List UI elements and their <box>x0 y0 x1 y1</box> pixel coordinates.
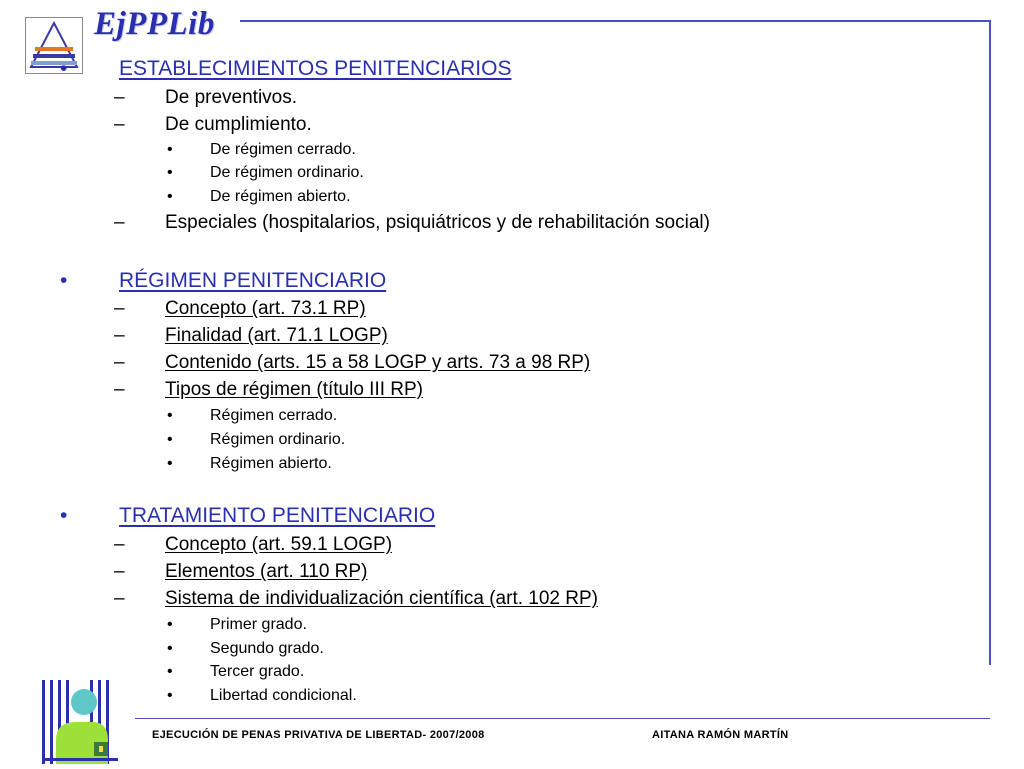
list-item-text: Concepto (art. 59.1 LOGP) <box>165 534 393 555</box>
dash-mark: – <box>114 325 125 346</box>
dash-mark: – <box>114 379 125 400</box>
sub-list-item-text: Segundo grado. <box>210 640 324 657</box>
list-item-text: De preventivos. <box>165 87 298 108</box>
right-divider <box>989 20 991 665</box>
list-item-text: Concepto (art. 73.1 RP) <box>165 298 366 319</box>
section-heading-text: RÉGIMEN PENITENCIARIO <box>119 269 387 292</box>
bullet-mark: • <box>167 407 173 424</box>
bullet-mark: • <box>60 57 68 80</box>
sub-list-item-text: Régimen ordinario. <box>210 431 346 448</box>
dash-mark: – <box>114 114 125 135</box>
footer-divider <box>135 718 990 719</box>
section-heading-text: TRATAMIENTO PENITENCIARIO <box>119 504 436 527</box>
prison-bars-figure-icon <box>42 680 118 764</box>
list-item-text: Especiales (hospitalarios, psiquiátricos y de rehabilitación social) <box>165 212 710 233</box>
bullet-mark: • <box>167 687 173 704</box>
bullet-mark: • <box>167 188 173 205</box>
section-heading-text: ESTABLECIMIENTOS PENITENCIARIOS <box>119 57 512 80</box>
sub-list-item-text: Primer grado. <box>210 616 307 633</box>
bullet-mark: • <box>167 663 173 680</box>
list-item-text: Elementos (art. 110 RP) <box>165 561 368 582</box>
footer-author: AITANA RAMÓN MARTÍN <box>652 729 789 741</box>
dash-mark: – <box>114 588 125 609</box>
dash-mark: – <box>114 87 125 108</box>
bullet-mark: • <box>167 455 173 472</box>
footer-course-title: EJECUCIÓN DE PENAS PRIVATIVA DE LIBERTAD- 2007/2008 <box>152 729 485 741</box>
dash-mark: – <box>114 298 125 319</box>
bullet-mark: • <box>167 431 173 448</box>
sub-list-item-text: De régimen abierto. <box>210 188 351 205</box>
bullet-mark: • <box>60 504 68 527</box>
sub-list-item-text: Régimen abierto. <box>210 455 332 472</box>
dash-mark: – <box>114 534 125 555</box>
brand-title: EjPPLib <box>94 6 215 42</box>
bullet-mark: • <box>60 269 68 292</box>
bullet-mark: • <box>167 141 173 158</box>
list-item-text: Sistema de individualización científica (art. 102 RP) <box>165 588 598 609</box>
bullet-mark: • <box>167 164 173 181</box>
sub-list-item-text: Régimen cerrado. <box>210 407 338 424</box>
dash-mark: – <box>114 561 125 582</box>
triangle-emblem-icon <box>25 17 83 74</box>
bullet-mark: • <box>167 616 173 633</box>
sub-list-item-text: De régimen cerrado. <box>210 141 356 158</box>
top-divider <box>240 20 990 22</box>
sub-list-item-text: Tercer grado. <box>210 663 305 680</box>
dash-mark: – <box>114 212 125 233</box>
dash-mark: – <box>114 352 125 373</box>
list-item-text: Finalidad (art. 71.1 LOGP) <box>165 325 388 346</box>
list-item-text: Tipos de régimen (título III RP) <box>165 379 424 400</box>
list-item-text: De cumplimiento. <box>165 114 312 135</box>
sub-list-item-text: Libertad condicional. <box>210 687 357 704</box>
bullet-mark: • <box>167 640 173 657</box>
list-item-text: Contenido (arts. 15 a 58 LOGP y arts. 73 a 98 RP) <box>165 352 591 373</box>
sub-list-item-text: De régimen ordinario. <box>210 164 364 181</box>
